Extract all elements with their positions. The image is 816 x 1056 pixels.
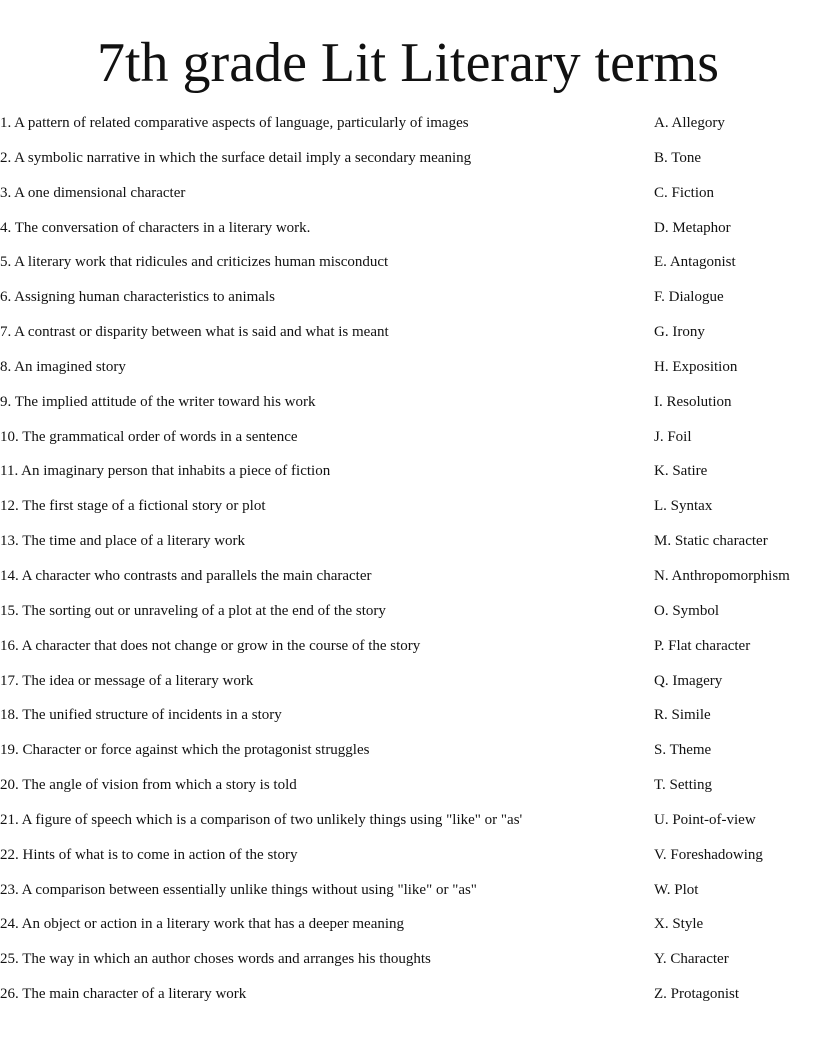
matching-row bbox=[0, 671, 816, 706]
definition-text: 21. A figure of speech which is a comparison of two unlikely things using "like" or "as' bbox=[0, 811, 523, 828]
matching-row bbox=[0, 566, 816, 601]
term-option: X. Style bbox=[654, 916, 704, 933]
matching-row bbox=[0, 914, 816, 949]
matching-row bbox=[0, 392, 816, 427]
matching-row bbox=[0, 218, 816, 253]
definition-text: 23. A comparison between essentially unlike things without using "like" or "as" bbox=[0, 881, 477, 898]
matching-row bbox=[0, 601, 816, 636]
matching-row bbox=[0, 496, 816, 531]
term-option: N. Anthropomorphism bbox=[654, 567, 790, 584]
definition-text: 22. Hints of what is to come in action of the story bbox=[0, 846, 298, 863]
definition-text: 20. The angle of vision from which a story is told bbox=[0, 777, 297, 794]
matching-row bbox=[0, 357, 816, 392]
matching-row bbox=[0, 636, 816, 671]
definition-text: 16. A character that does not change or grow in the course of the story bbox=[0, 637, 421, 654]
definition-text: 13. The time and place of a literary work bbox=[0, 533, 246, 550]
matching-row bbox=[0, 531, 816, 566]
definition-text: 17. The idea or message of a literary work bbox=[0, 672, 254, 689]
definition-text: 14. A character who contrasts and parallels the main character bbox=[0, 567, 372, 584]
term-option: Q. Imagery bbox=[654, 672, 723, 689]
definition-text: 2. A symbolic narrative in which the surface detail imply a secondary meaning bbox=[0, 149, 472, 166]
definition-text: 3. A one dimensional character bbox=[0, 184, 186, 201]
term-option: G. Irony bbox=[654, 324, 705, 341]
matching-row bbox=[0, 984, 816, 1019]
matching-row bbox=[0, 775, 816, 810]
matching-row bbox=[0, 322, 816, 357]
term-option: U. Point-of-view bbox=[654, 811, 756, 828]
term-option: J. Foil bbox=[654, 428, 692, 445]
term-option: V. Foreshadowing bbox=[654, 846, 763, 863]
matching-row bbox=[0, 148, 816, 183]
matching-row bbox=[0, 880, 816, 915]
term-option: T. Setting bbox=[654, 777, 713, 794]
term-option: M. Static character bbox=[654, 533, 768, 550]
definition-text: 24. An object or action in a literary work that has a deeper meaning bbox=[0, 916, 405, 933]
matching-list bbox=[0, 113, 816, 1019]
term-option: Y. Character bbox=[654, 951, 729, 968]
term-option: E. Antagonist bbox=[654, 254, 736, 271]
term-option: R. Simile bbox=[654, 707, 711, 724]
definition-text: 6. Assigning human characteristics to animals bbox=[0, 289, 275, 306]
matching-row bbox=[0, 113, 816, 148]
term-option: C. Fiction bbox=[654, 184, 715, 201]
definition-text: 7. A contrast or disparity between what is said and what is meant bbox=[0, 324, 389, 341]
definition-text: 8. An imagined story bbox=[0, 358, 126, 375]
term-option: Z. Protagonist bbox=[654, 986, 739, 1003]
term-option: F. Dialogue bbox=[654, 289, 724, 306]
matching-row bbox=[0, 287, 816, 322]
definition-text: 26. The main character of a literary work bbox=[0, 986, 247, 1003]
definition-text: 25. The way in which an author choses words and arranges his thoughts bbox=[0, 951, 431, 968]
definition-text: 9. The implied attitude of the writer toward his work bbox=[0, 393, 316, 410]
matching-row bbox=[0, 183, 816, 218]
term-option: A. Allegory bbox=[654, 115, 725, 131]
matching-row bbox=[0, 845, 816, 880]
matching-row bbox=[0, 949, 816, 984]
definition-text: 1. A pattern of related comparative aspects of language, particularly of images bbox=[0, 115, 469, 131]
matching-row bbox=[0, 461, 816, 496]
definition-text: 15. The sorting out or unraveling of a plot at the end of the story bbox=[0, 602, 386, 619]
matching-row bbox=[0, 427, 816, 462]
definition-text: 11. An imaginary person that inhabits a piece of fiction bbox=[0, 463, 331, 480]
term-option: O. Symbol bbox=[654, 602, 720, 619]
page-title: 7th grade Lit Literary terms bbox=[97, 32, 719, 94]
term-option: I. Resolution bbox=[654, 393, 732, 410]
definition-text: 12. The first stage of a fictional story or plot bbox=[0, 498, 266, 515]
definition-text: 5. A literary work that ridicules and criticizes human misconduct bbox=[0, 254, 389, 271]
definition-text: 18. The unified structure of incidents in a story bbox=[0, 707, 282, 724]
term-option: L. Syntax bbox=[654, 498, 713, 515]
term-option: S. Theme bbox=[654, 742, 712, 759]
term-option: H. Exposition bbox=[654, 358, 738, 375]
term-option: D. Metaphor bbox=[654, 219, 731, 236]
term-option: P. Flat character bbox=[654, 637, 751, 654]
definition-text: 19. Character or force against which the protagonist struggles bbox=[0, 742, 370, 759]
matching-row bbox=[0, 740, 816, 775]
matching-row bbox=[0, 810, 816, 845]
term-option: B. Tone bbox=[654, 149, 702, 166]
definition-text: 10. The grammatical order of words in a sentence bbox=[0, 428, 298, 445]
matching-row bbox=[0, 705, 816, 740]
term-option: W. Plot bbox=[654, 881, 699, 898]
definition-text: 4. The conversation of characters in a literary work. bbox=[0, 219, 311, 236]
term-option: K. Satire bbox=[654, 463, 708, 480]
matching-row bbox=[0, 252, 816, 287]
